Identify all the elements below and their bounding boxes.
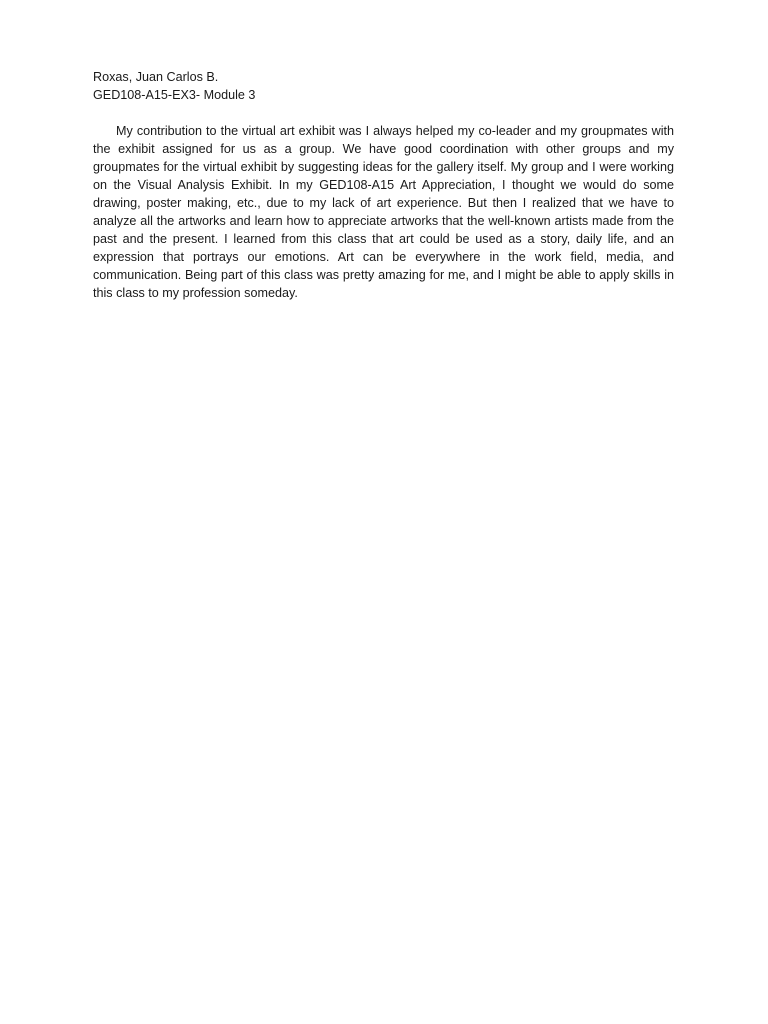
document-content (93, 68, 674, 302)
body-paragraph: My contribution to the virtual art exhibit was I always helped my co-leader and my groupmates with the exhibit assigned for us as a group. We have good coordination with other groups and my groupmates for the virtual exhibit by suggesting ideas for the gallery itself. My group and I were working on the Visual Analysis Exhibit. In my GED108-A15 Art Appreciation, I thought we would do some drawing, poster making, etc., due to my lack of art experience. But then I realized that we have to analyze all the artworks and learn how to appreciate artworks that the well-known artists made from the past and the present. I learned from this class that art could be used as a story, daily life, and an expression that portrays our emotions. Art can be everywhere in the work field, media, and communication. Being part of this class was pretty amazing for me, and I might be able to apply skills in this class to my profession someday. (93, 124, 674, 300)
course-module-line: GED108-A15-EX3- Module 3 (93, 88, 256, 102)
author-name: Roxas, Juan Carlos B. (93, 70, 219, 84)
